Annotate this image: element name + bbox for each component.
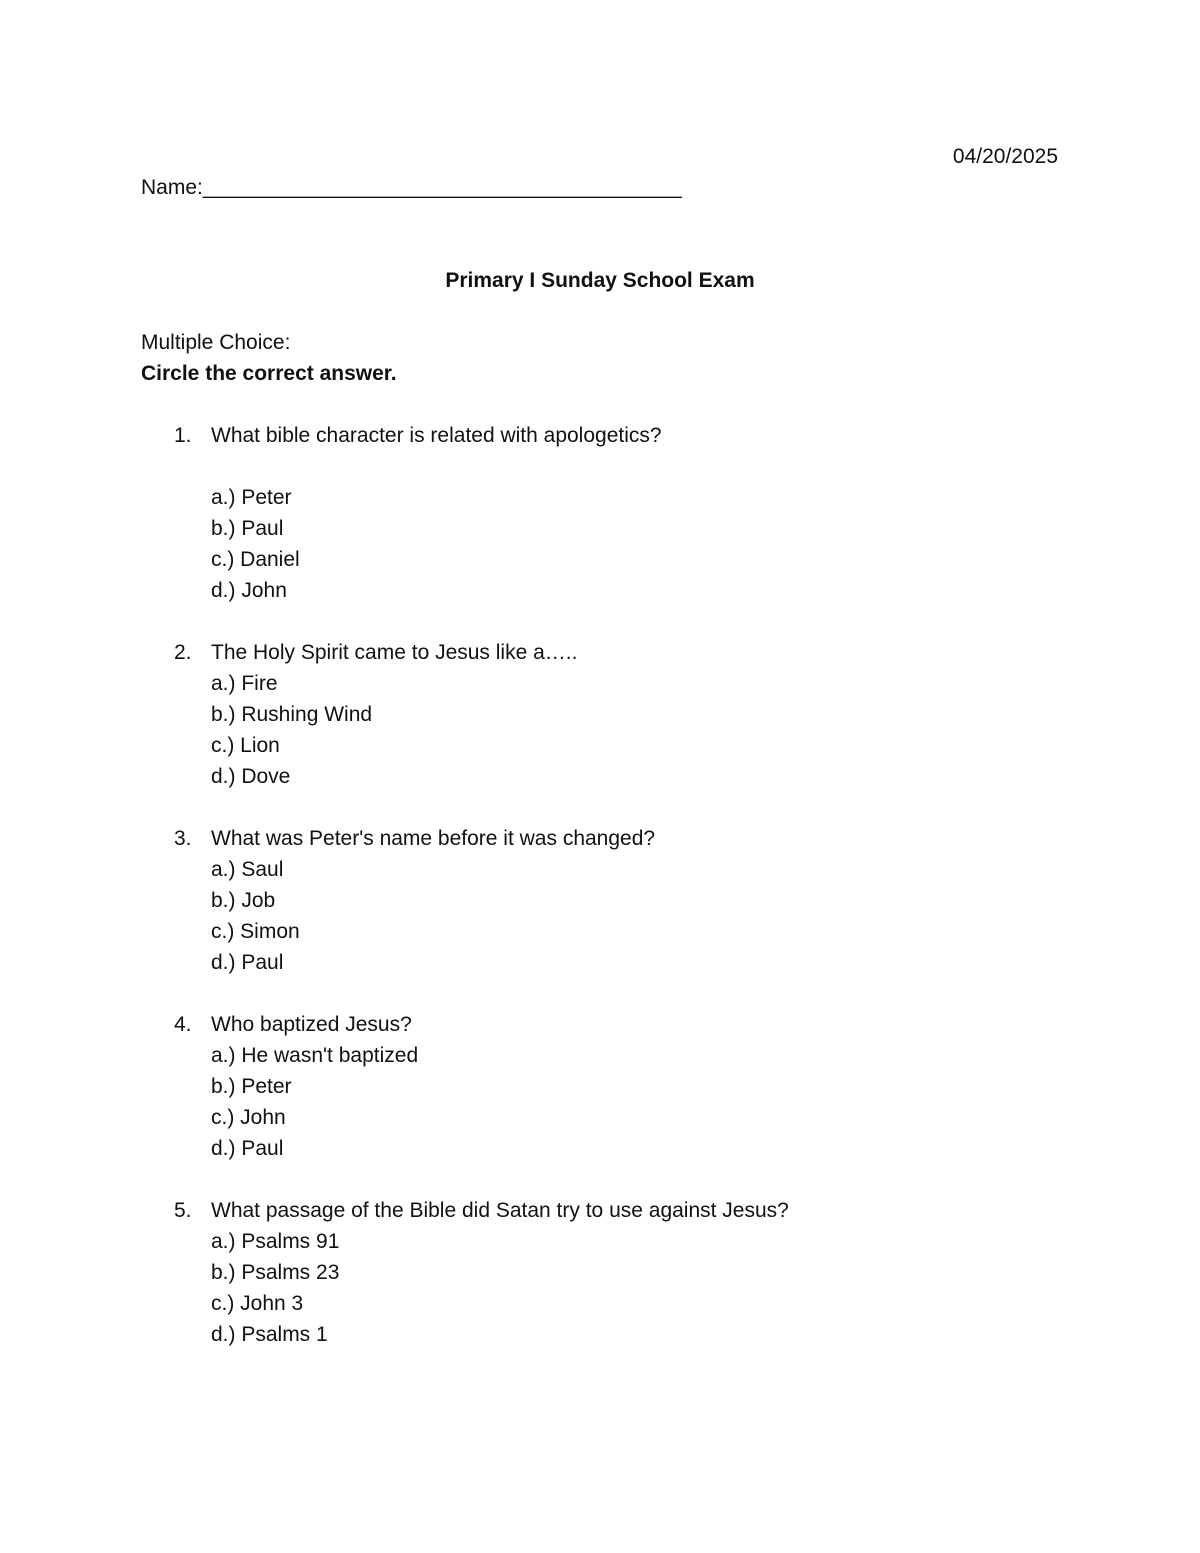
option-b: b.) Job [211,889,276,912]
question-number: 2. [174,641,192,664]
option-a: a.) Fire [211,672,278,695]
option-a: a.) Peter [211,486,292,509]
question-list [0,420,1200,1381]
question-5 [0,1195,1200,1350]
option-d: d.) Dove [211,765,291,788]
option-list [0,854,1200,978]
option-c: c.) John [211,1106,286,1129]
instruction-text: Circle the correct answer. [141,362,397,385]
option-c: c.) Simon [211,920,300,943]
question-text: Who baptized Jesus? [211,1013,412,1036]
question-text: The Holy Spirit came to Jesus like a….. [211,641,578,664]
option-c: c.) John 3 [211,1292,304,1315]
question-3 [0,823,1200,978]
option-b: b.) Psalms 23 [211,1261,340,1284]
question-text: What was Peter's name before it was changed? [211,827,656,850]
question-text: What bible character is related with apologetics? [211,424,662,447]
option-c: c.) Lion [211,734,280,757]
option-b: b.) Paul [211,517,284,540]
page-title: Primary I Sunday School Exam [445,269,755,292]
question-number: 1. [174,424,192,447]
option-a: a.) He wasn't baptized [211,1044,419,1067]
option-d: d.) Paul [211,1137,284,1160]
question-number: 4. [174,1013,192,1036]
option-list [0,1040,1200,1164]
question-text: What passage of the Bible did Satan try to use against Jesus? [211,1199,789,1222]
option-list [0,482,1200,606]
section-label: Multiple Choice: [141,331,291,354]
question-4 [0,1009,1200,1164]
option-d: d.) Psalms 1 [211,1323,328,1346]
option-b: b.) Rushing Wind [211,703,373,726]
exam-date: 04/20/2025 [952,145,1058,168]
option-list [0,1226,1200,1350]
option-d: d.) Paul [211,951,284,974]
option-a: a.) Saul [211,858,284,881]
question-number: 5. [174,1199,192,1222]
option-a: a.) Psalms 91 [211,1230,340,1253]
option-list [0,668,1200,792]
option-d: d.) John [211,579,287,602]
option-c: c.) Daniel [211,548,300,571]
question-number: 3. [174,827,192,850]
question-1 [0,420,1200,606]
name-field: Name:_________________________________________ [141,176,682,199]
question-2 [0,637,1200,792]
option-b: b.) Peter [211,1075,292,1098]
